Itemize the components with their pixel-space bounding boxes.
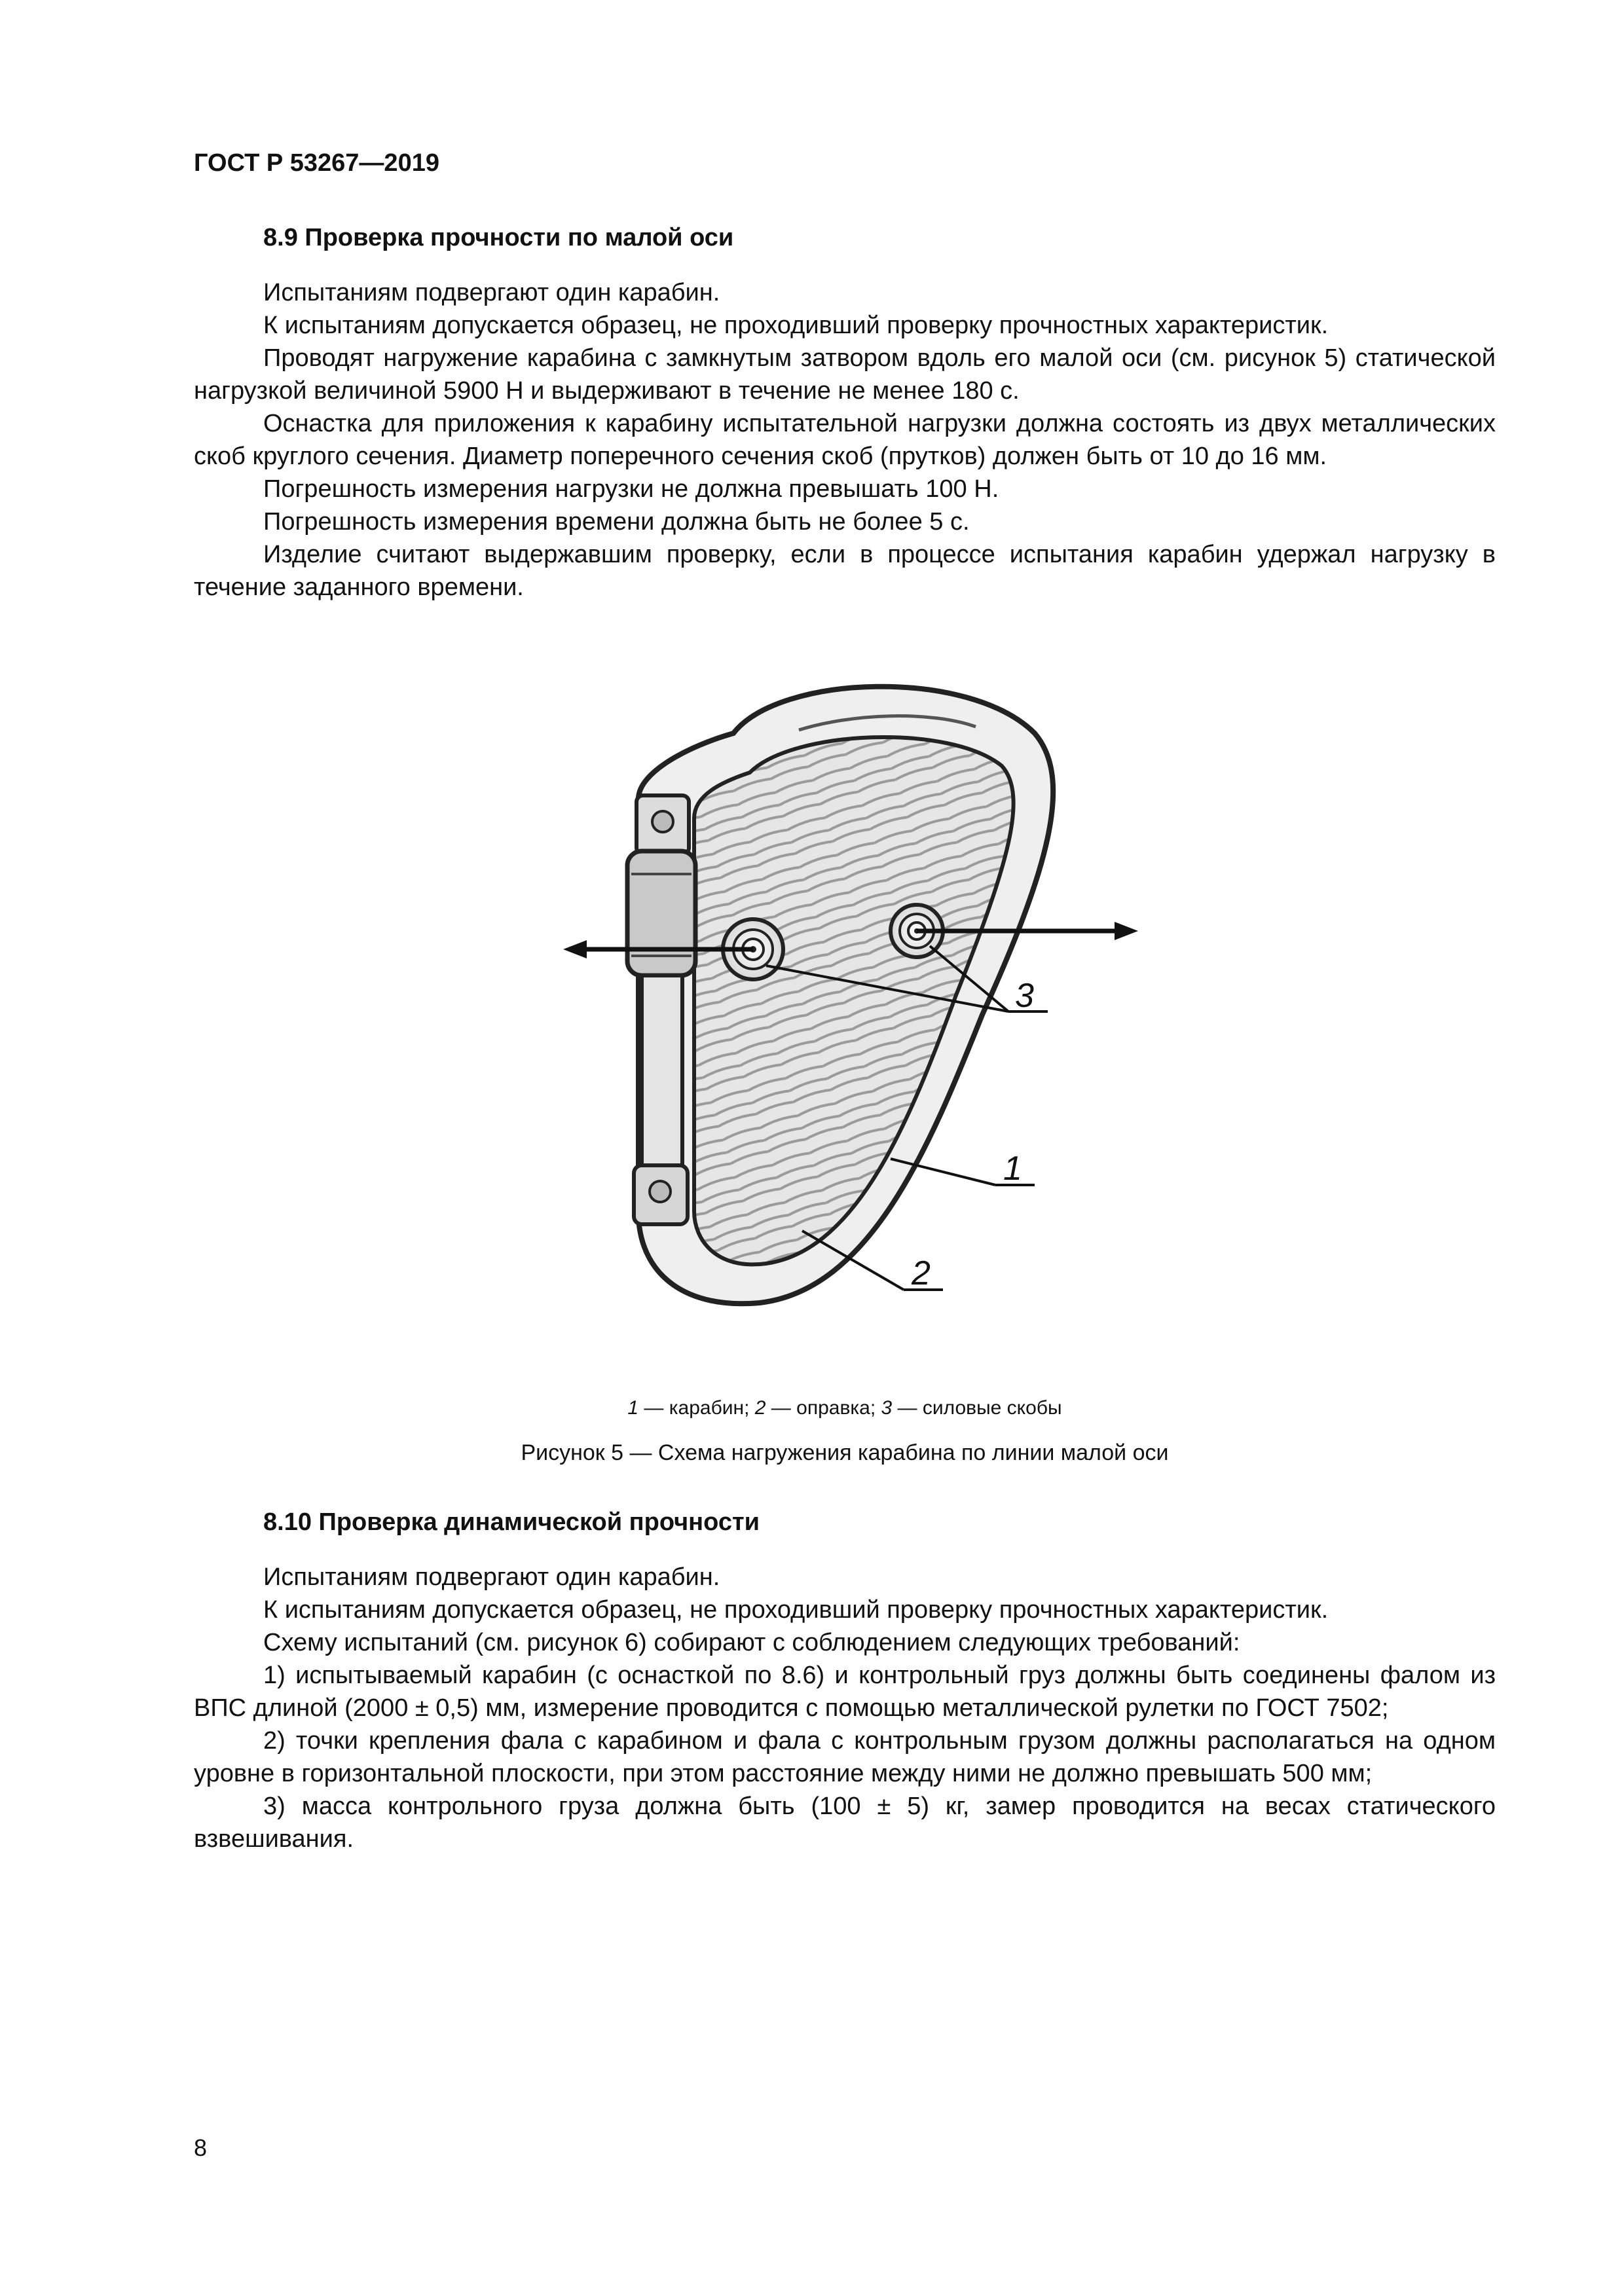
paragraph: Испытаниям подвергают один карабин. <box>263 1563 720 1591</box>
paragraph: Схему испытаний (см. рисунок 6) собирают с соблюдением следующих требований: <box>263 1629 1240 1656</box>
paragraph: Погрешность измерения нагрузки не должна превышать 100 Н. <box>263 475 999 503</box>
paragraph: 2) точки крепления фала с карабином и фала с контрольным грузом должны располагаться на одном уровне в горизонтальной плоскости, при этом расстояние между ними не должно превышать 500 мм; <box>194 1727 1496 1787</box>
paragraph: К испытаниям допускается образец, не проходивший проверку прочностных характеристик. <box>263 312 1329 339</box>
legend-text-1: — карабин; <box>638 1397 755 1419</box>
paragraph: К испытаниям допускается образец, не проходивший проверку прочностных характеристик. <box>263 1596 1329 1624</box>
paragraph: 3) масса контрольного груза должна быть (100 ± 5) кг, замер проводится на весах статического взвешивания. <box>194 1793 1496 1853</box>
paragraph: Изделие считают выдержавшим проверку, если в процессе испытания карабин удержал нагрузку в течение заданного времени. <box>194 541 1496 601</box>
callout-3: 3 <box>1015 977 1034 1015</box>
section-title: 8.9 Проверка прочности по малой оси <box>263 224 734 251</box>
callout-2: 2 <box>912 1254 931 1292</box>
page-number: 8 <box>194 2134 208 2161</box>
paragraph: Погрешность измерения времени должна быть не более 5 с. <box>263 508 970 536</box>
legend-text-3: — силовые скобы <box>892 1397 1062 1419</box>
legend-num-3: 3 <box>881 1397 893 1419</box>
section-8-10 <box>194 1506 1496 1855</box>
carabiner-figure <box>563 648 1139 1381</box>
paragraph: Проводят нагружение карабина с замкнутым затвором вдоль его малой оси (см. рисунок 5) статической нагрузкой величиной 5900 Н и выдерживают в течение не менее 180 с. <box>194 344 1496 405</box>
section-title: 8.10 Проверка динамической прочности <box>263 1508 760 1536</box>
figure-caption: Рисунок 5 — Схема нагружения карабина по линии малой оси <box>521 1440 1169 1465</box>
section-8-9 <box>194 221 1496 604</box>
figure-legend <box>194 1397 1496 1419</box>
legend-num-1: 1 <box>627 1397 639 1419</box>
paragraph: 1) испытываемый карабин (с оснасткой по 8.6) и контрольный груз должны быть соединены фалом из ВПС длиной (2000 ± 0,5) мм, измерение проводится с помощью металлической рулетки по ГОСТ 7502; <box>194 1662 1496 1722</box>
paragraph: Оснастка для приложения к карабину испытательной нагрузки должна состоять из двух металлических скоб круглого сечения. Диаметр поперечного сечения скоб (прутков) должен быть от 10 до 16 мм. <box>194 410 1496 470</box>
legend-num-2: 2 <box>754 1397 766 1419</box>
carabiner-body <box>638 687 1053 1304</box>
document-header: ГОСТ Р 53267—2019 <box>194 149 439 177</box>
legend-text-2: — оправка; <box>766 1397 881 1419</box>
paragraph: Испытаниям подвергают один карабин. <box>263 279 720 306</box>
callout-1: 1 <box>1003 1150 1022 1188</box>
